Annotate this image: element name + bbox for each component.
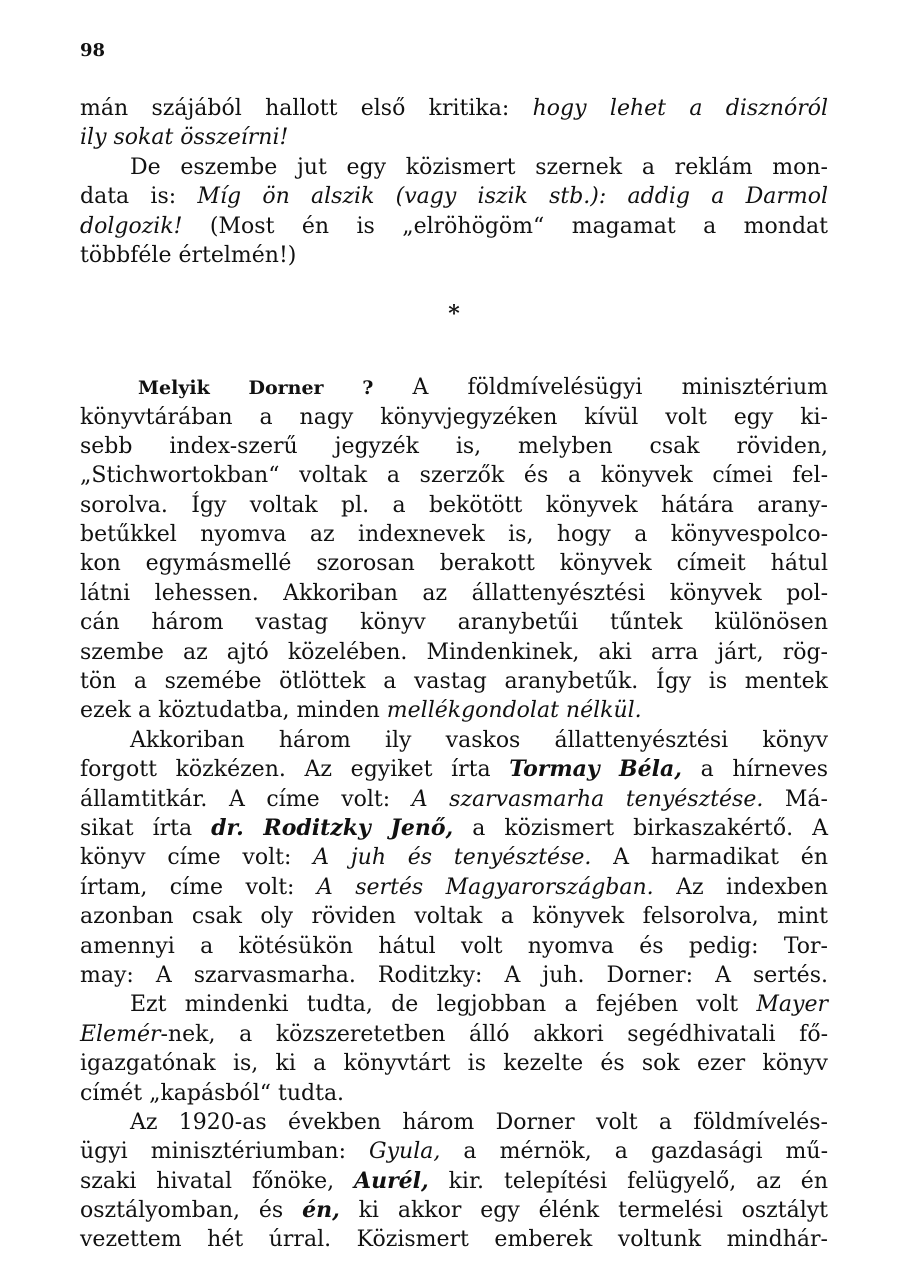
text-line bbox=[80, 373, 828, 402]
text-line bbox=[80, 608, 828, 637]
italic-text-run: dolgozik! bbox=[80, 213, 183, 239]
text-run: -nek, a közszeretetben álló akkori segédhivatali fő- bbox=[160, 1021, 828, 1047]
text-line bbox=[80, 843, 828, 872]
italic-text-run: Elemér bbox=[80, 1021, 161, 1047]
text-run: (Most én is „elröhögöm“ magamat a mondat bbox=[182, 213, 828, 239]
text-run: sorolva. Így voltak pl. a bekötött könyvek hátára arany- bbox=[80, 492, 828, 518]
text-run: a hírneves bbox=[681, 757, 828, 783]
text-run: data is: bbox=[80, 184, 198, 210]
text-line bbox=[80, 990, 828, 1019]
text-line bbox=[80, 241, 828, 270]
italic-text-run: én, bbox=[302, 1197, 340, 1224]
text-line bbox=[80, 755, 828, 784]
text-run: többféle értelmén!) bbox=[80, 242, 297, 268]
text-run: írtam, címe volt: bbox=[80, 874, 317, 900]
page-number: 98 bbox=[80, 40, 106, 61]
text-line bbox=[80, 961, 828, 990]
text-run: sebb index-szerű jegyzék is, melyben csak röviden, bbox=[80, 433, 828, 459]
text-line bbox=[80, 182, 828, 211]
text-run: könyv címe volt: bbox=[80, 845, 314, 871]
italic-text-run: Míg ön alszik (vagy iszik stb.): addig a Darmol bbox=[197, 184, 828, 210]
text-line bbox=[80, 814, 828, 843]
text-line bbox=[80, 1225, 828, 1254]
text-run: azonban csak oly röviden voltak a könyvek felsorolva, mint bbox=[80, 904, 828, 930]
text-line bbox=[80, 873, 828, 902]
text-line bbox=[80, 932, 828, 961]
text-run: Akkoriban három ily vaskos állattenyésztési könyv bbox=[130, 727, 828, 753]
text-line bbox=[80, 667, 828, 696]
italic-text-run: Mayer bbox=[756, 992, 828, 1018]
text-run: Má- bbox=[763, 786, 828, 812]
text-run: Az indexben bbox=[653, 874, 829, 900]
book-title: A sertés Magyarországban. bbox=[316, 874, 654, 900]
text-run: amennyi a kötésükön hátul volt nyomva és pedig: Tor- bbox=[80, 933, 828, 959]
text-line bbox=[80, 212, 828, 241]
italic-text-run: mellékgondolat nélkül. bbox=[386, 698, 642, 724]
text-run: szaki hivatal főnöke, bbox=[80, 1168, 354, 1194]
italic-text-run: hogy lehet a disznóról bbox=[532, 96, 828, 121]
text-line bbox=[80, 638, 828, 667]
text-run: tön a szemébe ötlöttek a vastag aranybetűk. Így is mentek bbox=[80, 669, 828, 695]
spacer bbox=[80, 329, 828, 373]
text-run: szembe az ajtó közelében. Mindenkinek, aki arra járt, rög- bbox=[80, 639, 828, 665]
text-run: címét „kapásból“ tudta. bbox=[80, 1080, 345, 1106]
text-line bbox=[80, 785, 828, 814]
text-run: cán három vastag könyv aranybetűi tűntek különösen bbox=[80, 610, 828, 636]
text-run: A harmadikat én bbox=[591, 845, 828, 871]
section-heading: Melyik Dorner ? bbox=[138, 377, 374, 400]
text-line bbox=[80, 1049, 828, 1078]
text-line bbox=[80, 491, 828, 520]
text-run: Ezt mindenki tudta, de legjobban a fejében volt bbox=[130, 992, 757, 1018]
text-line bbox=[80, 1137, 828, 1166]
text-run: igazgatónak is, ki a könyvtárt is kezelte és sok ezer könyv bbox=[80, 1051, 828, 1077]
text-run: ezek a köztudatba, minden bbox=[80, 698, 387, 724]
text-line bbox=[80, 579, 828, 608]
text-run: may: A szarvasmarha. Roditzky: A juh. Dorner: A sertés. bbox=[80, 962, 828, 988]
text-run: kon egymásmellé szorosan berakott könyvek címeit hátul bbox=[80, 551, 828, 577]
book-title: A szarvasmarha tenyésztése. bbox=[411, 786, 764, 812]
text-line bbox=[80, 520, 828, 549]
text-run: betűkkel nyomva az indexnevek is, hogy a könyvespolco- bbox=[80, 522, 828, 548]
text-run: forgott közkézen. Az egyiket írta bbox=[80, 757, 510, 783]
author-name: Tormay Béla, bbox=[509, 756, 682, 783]
text-line bbox=[80, 94, 828, 123]
spacer bbox=[80, 270, 828, 299]
text-run: Az 1920-as években három Dorner volt a földmívelés- bbox=[130, 1109, 828, 1135]
text-run: osztályomban, és bbox=[80, 1198, 303, 1224]
text-line bbox=[80, 403, 828, 432]
section-separator: * bbox=[448, 300, 460, 327]
text-line bbox=[80, 1196, 828, 1225]
text-line bbox=[80, 1020, 828, 1049]
italic-text-run: Gyula, bbox=[369, 1139, 441, 1165]
italic-text-run: Aurél, bbox=[354, 1167, 429, 1194]
author-name: dr. Roditzky Jenő, bbox=[211, 814, 454, 841]
text-run: ügyi minisztériumban: bbox=[80, 1139, 370, 1165]
text-line bbox=[80, 696, 828, 725]
text-run: mán szájából hallott első kritika: bbox=[80, 96, 533, 121]
text-run: államtitkár. A címe volt: bbox=[80, 786, 412, 812]
text-run: sikat írta bbox=[80, 815, 212, 841]
text-line bbox=[80, 153, 828, 182]
text-line bbox=[80, 1167, 828, 1196]
text-run: látni lehessen. Akkoriban az állattenyésztési könyvek pol- bbox=[80, 580, 828, 606]
text-run: ki akkor egy élénk termelési osztályt bbox=[339, 1198, 828, 1224]
page-text bbox=[80, 94, 828, 1255]
text-run: a közismert birkaszakértő. A bbox=[453, 815, 828, 841]
text-run: kir. telepítési felügyelő, az én bbox=[428, 1168, 828, 1194]
text-line bbox=[80, 432, 828, 461]
text-line bbox=[80, 549, 828, 578]
text-run: De eszembe jut egy közismert szernek a reklám mon- bbox=[130, 154, 828, 180]
text-line bbox=[80, 1079, 828, 1108]
text-run: vezettem hét úrral. Közismert emberek voltunk mindhár- bbox=[80, 1227, 828, 1253]
text-run: a mérnök, a gazdasági mű- bbox=[440, 1139, 828, 1165]
text-run: A földmívelésügyi minisztérium bbox=[373, 375, 828, 401]
italic-text-run: ily sokat összeírni! bbox=[80, 125, 289, 151]
text-line bbox=[80, 902, 828, 931]
text-run: „Stichwortokban“ voltak a szerzők és a könyvek címei fel- bbox=[80, 463, 828, 489]
text-line bbox=[80, 461, 828, 490]
text-line bbox=[80, 123, 828, 152]
text-line bbox=[80, 726, 828, 755]
text-line bbox=[80, 1108, 828, 1137]
book-title: A juh és tenyésztése. bbox=[313, 845, 592, 871]
text-run: könyvtárában a nagy könyvjegyzéken kívül volt egy ki- bbox=[80, 404, 828, 430]
